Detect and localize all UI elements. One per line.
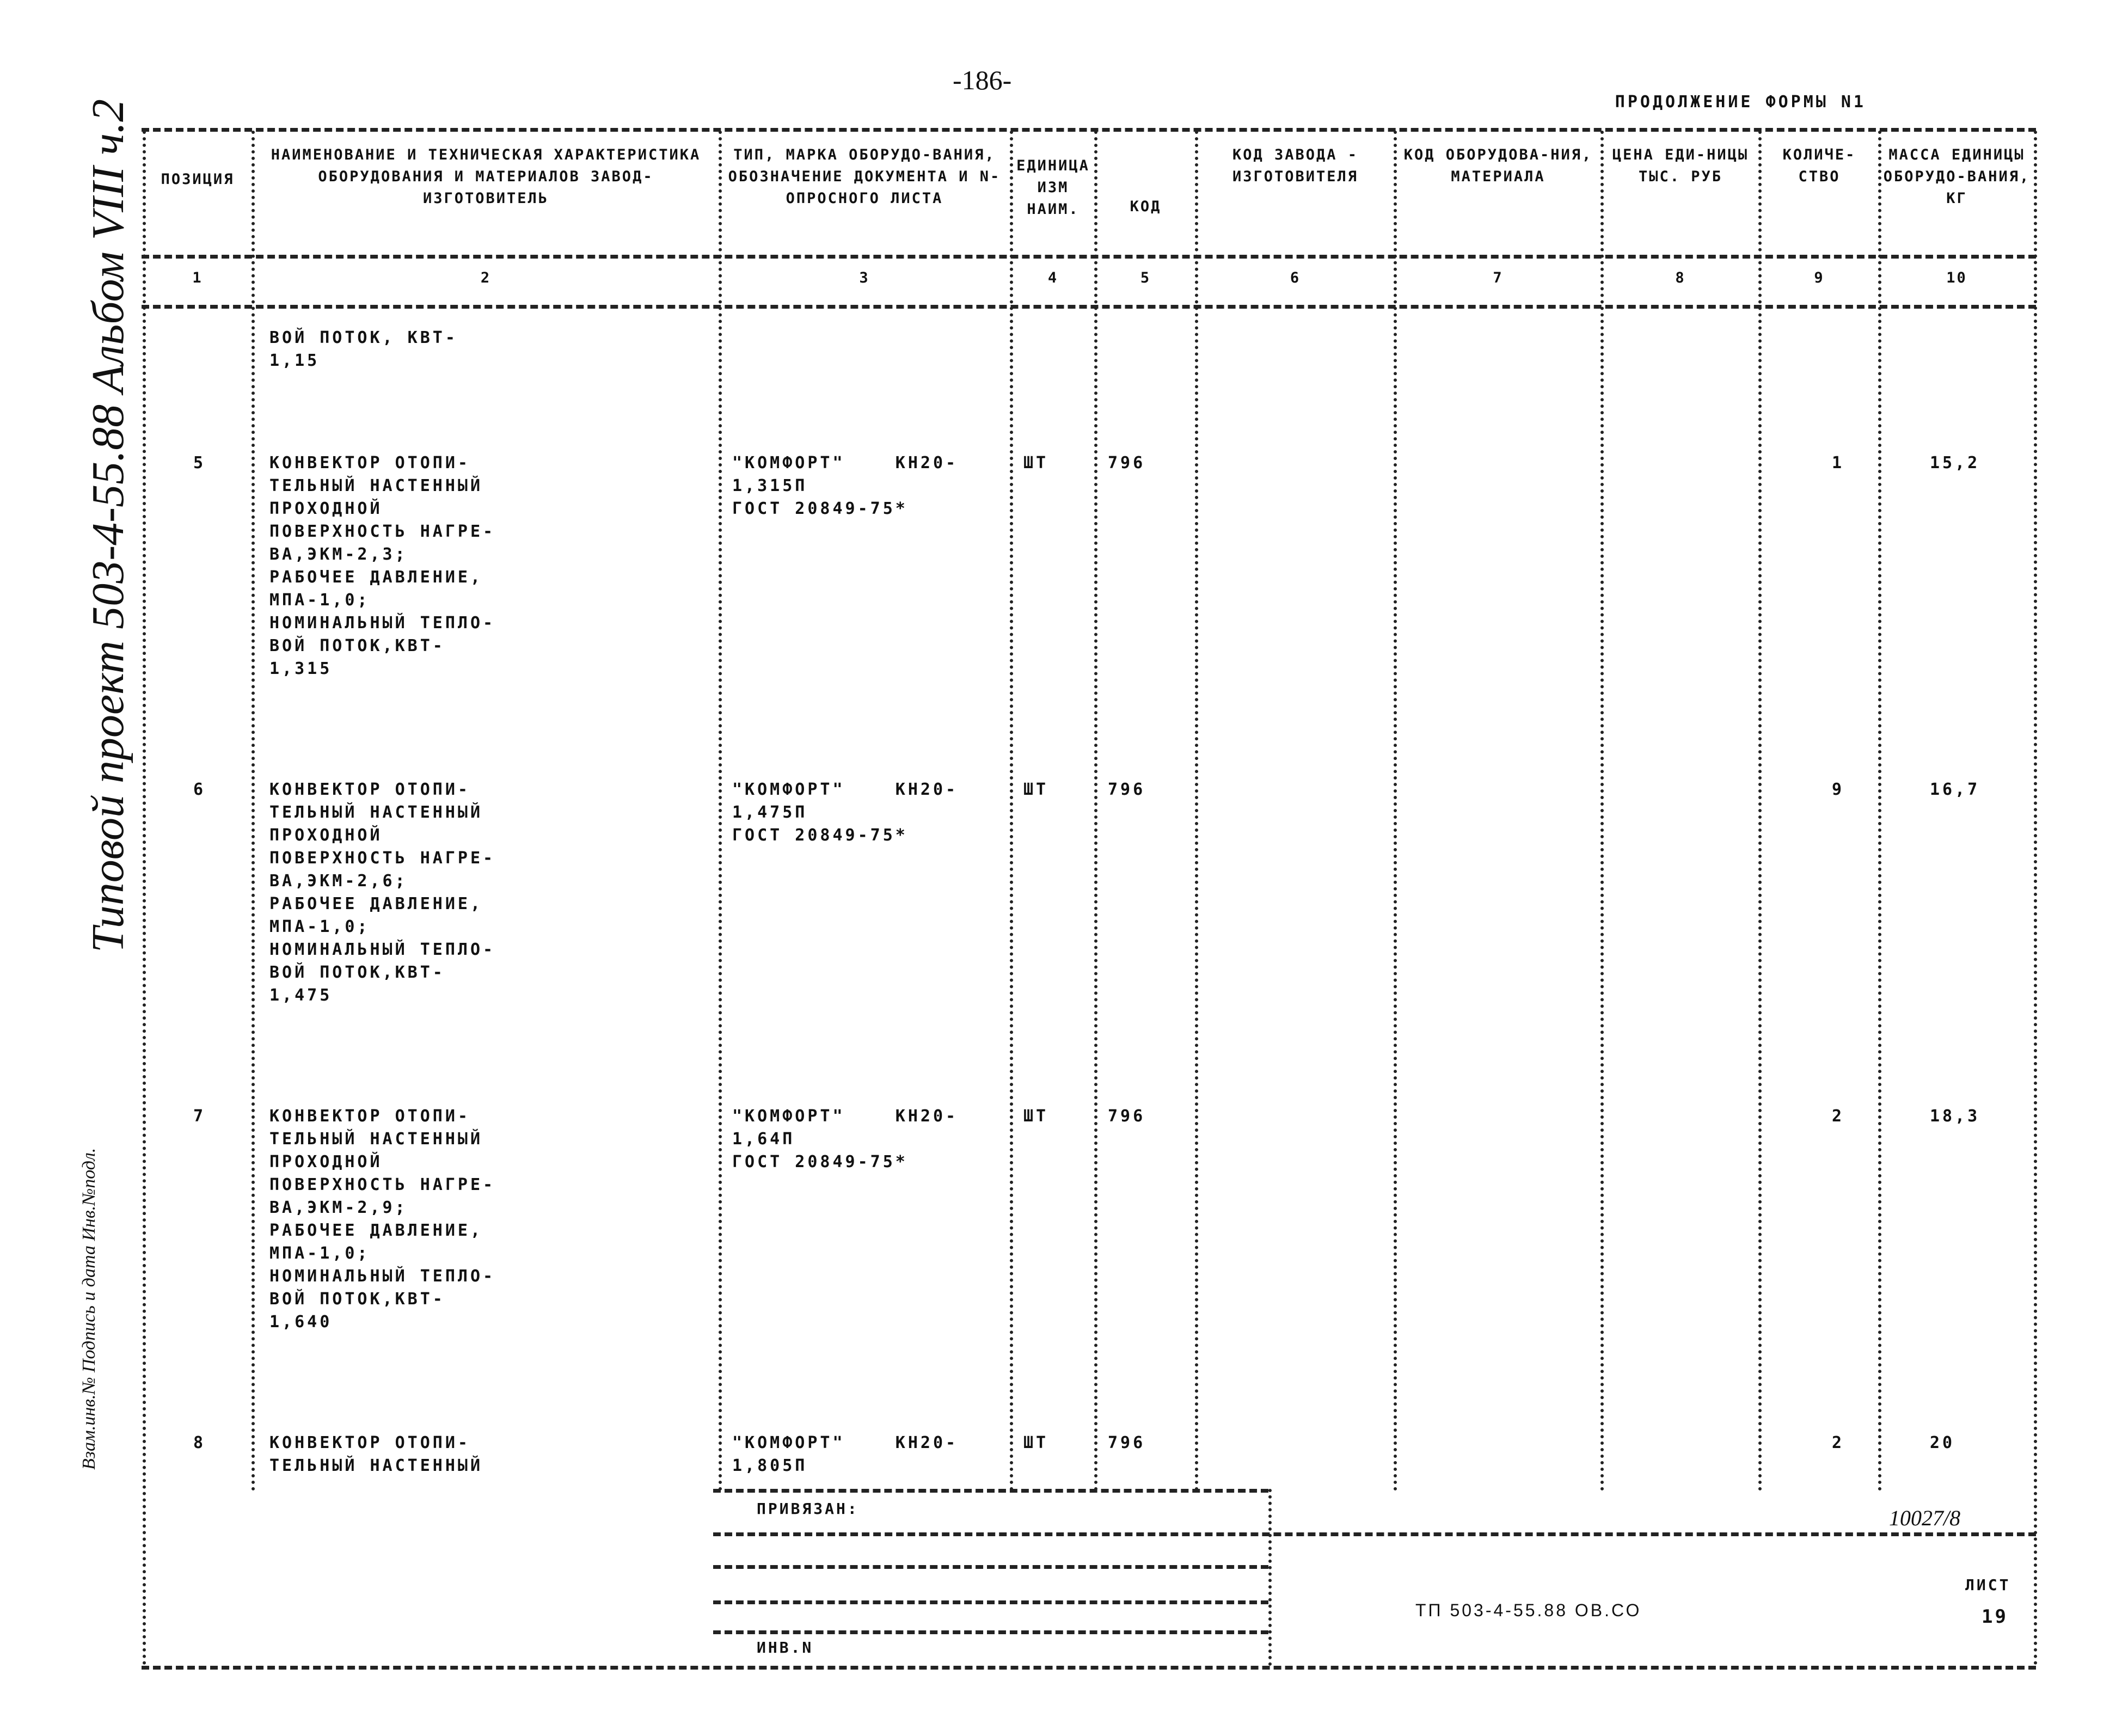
header-type: ТИП, МАРКА ОБОРУДО-ВАНИЯ, ОБОЗНАЧЕНИЕ ДОКУМЕНТА И N-ОПРОСНОГО ЛИСТА — [728, 146, 1001, 207]
row-desc-line: КОНВЕКТОР ОТОПИ- — [269, 1107, 470, 1126]
row-code: 796 — [1108, 1107, 1146, 1126]
stamp-privyazan: ПРИВЯЗАН: — [757, 1500, 859, 1518]
rule-header-bottom — [142, 255, 2036, 259]
header-factory: КОД ЗАВОДА - ИЗГОТОВИТЕЛЯ — [1232, 146, 1359, 185]
col-num-9: 9 — [1814, 269, 1825, 286]
row-desc-line: ПОВЕРХНОСТЬ НАГРЕ- — [269, 522, 496, 541]
row-code: 796 — [1108, 453, 1146, 473]
stamp-inv: ИНВ.N — [757, 1639, 814, 1657]
row-pos: 7 — [193, 1107, 206, 1126]
row-code: 796 — [1108, 780, 1146, 799]
row-mass: 15,2 — [1930, 453, 1980, 473]
row-qty: 9 — [1832, 780, 1845, 799]
row-unit: ШТ — [1023, 453, 1049, 473]
row-desc-line: ПРОХОДНОЙ — [269, 1152, 383, 1171]
row-desc-line: ТЕЛЬНЫЙ НАСТЕННЫЙ — [269, 1130, 483, 1149]
col-num-7: 7 — [1493, 269, 1504, 286]
row-desc-line: 1,640 — [269, 1312, 333, 1332]
row-qty: 2 — [1832, 1107, 1845, 1126]
row-mass: 18,3 — [1930, 1107, 1980, 1126]
col-num-10: 10 — [1946, 269, 1967, 286]
row-desc-line: ТЕЛЬНЫЙ НАСТЕННЫЙ — [269, 476, 483, 495]
row-desc-line: 1,475 — [269, 986, 333, 1005]
row-pos: 5 — [193, 453, 206, 473]
carryover-line-1: ВОЙ ПОТОК, КВТ- — [269, 328, 458, 347]
row-desc-line: ТЕЛЬНЫЙ НАСТЕННЫЙ — [269, 1456, 483, 1475]
row-desc-line: КОНВЕКТОР ОТОПИ- — [269, 780, 470, 799]
col-sep-4 — [1094, 131, 1097, 1492]
rule-stamp-3 — [713, 1565, 1268, 1569]
row-desc-line: ПОВЕРХНОСТЬ НАГРЕ- — [269, 1175, 496, 1194]
row-type-line: 1,475П — [732, 803, 808, 822]
row-desc-line: ПРОХОДНОЙ — [269, 826, 383, 845]
col-num-5: 5 — [1140, 269, 1151, 286]
header-price: ЦЕНА ЕДИ-НИЦЫ ТЫС. РУБ — [1612, 146, 1749, 185]
row-type-line: ГОСТ 20849-75* — [732, 826, 908, 845]
col-sep-0 — [143, 131, 146, 1666]
carryover-line-2: 1,15 — [269, 351, 320, 370]
row-type-line: 1,805П — [732, 1456, 808, 1475]
header-pos: ПОЗИЦИЯ — [161, 171, 235, 188]
col-sep-9 — [1878, 131, 1881, 1492]
col-num-6: 6 — [1290, 269, 1301, 286]
col-sep-5 — [1195, 131, 1198, 1492]
row-unit: ШТ — [1023, 1107, 1049, 1126]
header-unit: ЕДИНИЦА ИЗМ НАИМ. — [1016, 157, 1090, 218]
doc-designation: ТП 503-4-55.88 ОВ.СО — [1415, 1600, 1642, 1620]
row-desc-line: ВОЙ ПОТОК,КВТ- — [269, 636, 445, 655]
row-qty: 1 — [1832, 453, 1845, 473]
col-num-8: 8 — [1675, 269, 1686, 286]
continuation-title: ПРОДОЛЖЕНИЕ ФОРМЫ N1 — [1615, 93, 1866, 112]
col-sep-8 — [1758, 131, 1762, 1492]
col-sep-1 — [252, 131, 255, 1492]
header-mass: МАССА ЕДИНИЦЫ ОБОРУДО-ВАНИЯ, КГ — [1883, 146, 2031, 207]
row-desc-line: РАБОЧЕЕ ДАВЛЕНИЕ, — [269, 1221, 483, 1240]
row-type-line: "КОМФОРТ" КН20- — [732, 453, 959, 473]
col-sep-3 — [1010, 131, 1013, 1492]
col-num-2: 2 — [480, 269, 492, 286]
row-unit: ШТ — [1023, 780, 1049, 799]
row-desc-line: ПОВЕРХНОСТЬ НАГРЕ- — [269, 849, 496, 868]
rule-stamp-5 — [713, 1630, 1268, 1634]
row-desc-line: ВА,ЭКМ-2,6; — [269, 872, 408, 891]
col-sep-6 — [1394, 131, 1397, 1492]
row-desc-line: НОМИНАЛЬНЫЙ ТЕПЛО- — [269, 1267, 496, 1286]
row-code: 796 — [1108, 1433, 1146, 1452]
row-desc-line: ПРОХОДНОЙ — [269, 499, 383, 518]
rule-numbers-bottom — [142, 305, 2036, 309]
row-type-line: ГОСТ 20849-75* — [732, 1152, 908, 1171]
row-desc-line: МПА-1,0; — [269, 917, 370, 936]
rule-stamp-4 — [713, 1600, 1268, 1604]
side-title: Типовой проект 503-4-55.88 Альбом VIII ч.2 — [83, 99, 133, 953]
header-qty: КОЛИЧЕ-СТВО — [1782, 146, 1856, 185]
col-num-3: 3 — [859, 269, 870, 286]
row-type-line: 1,315П — [732, 476, 808, 495]
row-desc-line: МПА-1,0; — [269, 1244, 370, 1263]
row-desc-line: ВОЙ ПОТОК,КВТ- — [269, 963, 445, 982]
row-type-line: ГОСТ 20849-75* — [732, 499, 908, 518]
row-desc-line: КОНВЕКТОР ОТОПИ- — [269, 1433, 470, 1452]
rule-bottom — [142, 1666, 2036, 1670]
row-pos: 6 — [193, 780, 206, 799]
col-sep-2 — [719, 131, 722, 1492]
row-desc-line: НОМИНАЛЬНЫЙ ТЕПЛО- — [269, 614, 496, 633]
col-num-4: 4 — [1047, 269, 1059, 286]
row-desc-line: ВА,ЭКМ-2,9; — [269, 1198, 408, 1217]
row-desc-line: 1,315 — [269, 659, 333, 678]
rule-top — [142, 128, 2036, 132]
row-desc-line: РАБОЧЕЕ ДАВЛЕНИЕ, — [269, 894, 483, 913]
row-desc-line: МПА-1,0; — [269, 591, 370, 610]
header-code: КОД — [1130, 198, 1162, 215]
header-name: НАИМЕНОВАНИЕ И ТЕХНИЧЕСКАЯ ХАРАКТЕРИСТИКА ОБОРУДОВАНИЯ И МАТЕРИАЛОВ ЗАВОД-ИЗГОТОВИТЕЛЬ — [271, 146, 701, 207]
col-num-1: 1 — [192, 269, 203, 286]
row-mass: 16,7 — [1930, 780, 1980, 799]
row-desc-line: КОНВЕКТОР ОТОПИ- — [269, 453, 470, 473]
header-equip-code: КОД ОБОРУДОВА-НИЯ, МАТЕРИАЛА — [1403, 146, 1593, 185]
side-stamp: Взам.инв.№ Подпись и дата Инв.№подл. — [79, 1148, 99, 1470]
sheet-label: ЛИСТ — [1965, 1576, 2011, 1594]
row-desc-line: РАБОЧЕЕ ДАВЛЕНИЕ, — [269, 568, 483, 587]
row-desc-line: ТЕЛЬНЫЙ НАСТЕННЫЙ — [269, 803, 483, 822]
row-type-line: "КОМФОРТ" КН20- — [732, 1433, 959, 1452]
row-type-line: "КОМФОРТ" КН20- — [732, 1107, 959, 1126]
row-type-line: "КОМФОРТ" КН20- — [732, 780, 959, 799]
handwritten-mark: 10027/8 — [1889, 1506, 1961, 1530]
row-unit: ШТ — [1023, 1433, 1049, 1452]
rule-stamp-2 — [713, 1532, 2036, 1536]
col-sep-7 — [1600, 131, 1604, 1492]
row-pos: 8 — [193, 1433, 206, 1452]
row-desc-line: ВА,ЭКМ-2,3; — [269, 545, 408, 564]
row-qty: 2 — [1832, 1433, 1845, 1452]
row-desc-line: ВОЙ ПОТОК,КВТ- — [269, 1290, 445, 1309]
rule-stamp-1 — [713, 1489, 1268, 1493]
row-type-line: 1,64П — [732, 1130, 795, 1149]
row-desc-line: НОМИНАЛЬНЫЙ ТЕПЛО- — [269, 940, 496, 959]
stamp-sep — [1268, 1489, 1272, 1666]
page-number: -186- — [953, 65, 1012, 95]
col-sep-10 — [2034, 131, 2037, 1666]
sheet-number: 19 — [1982, 1606, 2008, 1628]
row-mass: 20 — [1930, 1433, 1955, 1452]
